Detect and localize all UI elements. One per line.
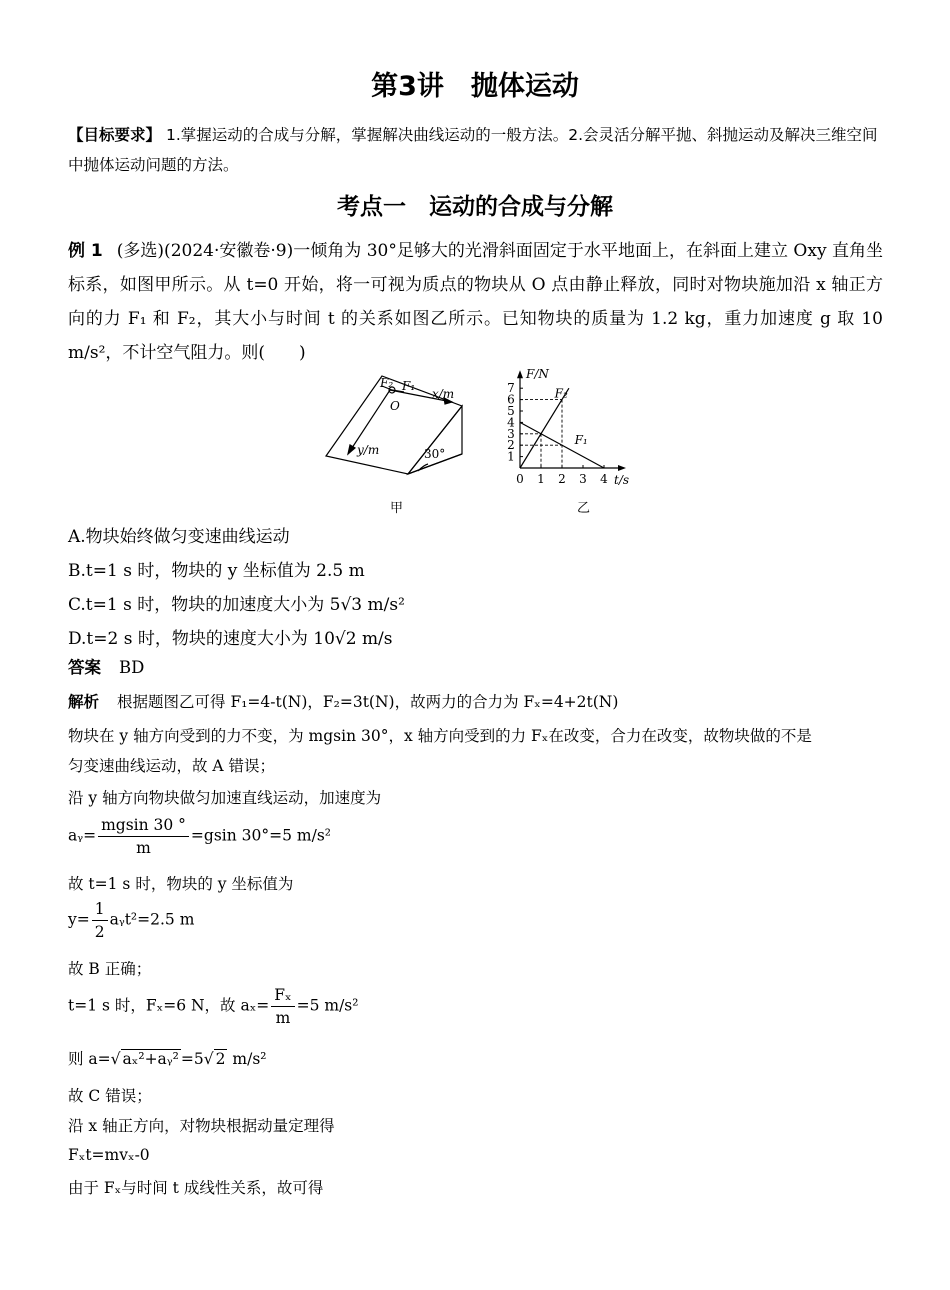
x-tick-label: 1 [537, 472, 545, 486]
label-angle: 30° [424, 447, 446, 461]
x-axis-arrow [618, 465, 626, 471]
section-title: 考点一 运动的合成与分解 [337, 194, 613, 220]
a-formula [68, 1047, 266, 1069]
y-tick-label: 1 [507, 449, 515, 464]
x-axis-label: t/s [614, 473, 630, 487]
a-mid: =5√ [180, 1050, 214, 1068]
solution-line-2: 物块在 y 轴方向受到的力不变，为 mgsin 30°，x 轴方向受到的力 Fₓ在改变，合力在改变，故物块做的不是 [68, 727, 812, 745]
solution-line-14: 由于 Fₓ与时间 t 成线性关系，故可得 [68, 1179, 324, 1197]
y-fraction [92, 898, 108, 943]
ay-fraction [98, 814, 189, 859]
answer-label: 答案 [68, 658, 101, 677]
option-b[interactable]: B.t=1 s 时，物块的 y 坐标值为 2.5 m [68, 561, 365, 581]
x-tick-label: 3 [579, 472, 587, 486]
goal-text: 1.掌握运动的合成与分解，掌握解决曲线运动的一般方法。2.会灵活分解平抛、斜抛运动及解决三维空间中抛体运动问题的方法。 [68, 126, 878, 174]
y-numerator: 1 [92, 898, 108, 921]
solution-label: 解析 [68, 693, 100, 711]
solution-line-11: 故 C 错误； [68, 1087, 152, 1105]
solution-line-6: 故 t=1 s 时，物块的 y 坐标值为 [68, 875, 294, 893]
goal-paragraph [68, 120, 888, 180]
a-radicand: aₓ²+aᵧ² [122, 1050, 179, 1068]
ax-lhs: t=1 s 时，Fₓ=6 N，故 aₓ= [68, 996, 270, 1015]
y-tick-label: 3 [507, 426, 515, 441]
page-title: 第3讲 抛体运动 [371, 71, 579, 102]
label-o: O [390, 399, 400, 413]
y-lhs: y= [68, 910, 90, 929]
label-x: x/m [432, 387, 455, 401]
solution-line-4: 沿 y 轴方向物块做匀加速直线运动，加速度为 [68, 789, 382, 807]
figure-yi [507, 368, 629, 487]
a-rhs: m/s² [227, 1050, 267, 1068]
y-tick-label: 6 [507, 392, 515, 407]
ay-numerator: mgsin 30 ° [98, 814, 189, 837]
series-label-f2: F₂ [554, 386, 568, 401]
y-rhs: aᵧt²=2.5 m [109, 910, 195, 929]
solution-line-1 [68, 690, 618, 712]
y-axis-label: F/N [526, 368, 549, 382]
a-lhs: 则 a=√ [68, 1050, 121, 1068]
ay-denominator: m [136, 839, 151, 857]
y-arrow [348, 445, 355, 454]
y-denominator: 2 [94, 923, 105, 941]
example-paragraph [68, 234, 883, 370]
label-f2: F₂ [380, 376, 394, 390]
x-tick-label: 4 [600, 472, 608, 486]
goal-label: 【目标要求】 [68, 126, 162, 144]
caption-yi: 乙 [577, 501, 591, 516]
example-text: (多选)(2024·安徽卷·9)一倾角为 30°足够大的光滑斜面固定于水平地面上，在斜面上建立 Oxy 直角坐标系，如图甲所示。从 t=0 开始，将一可视为质点的物块从 O 点由静止释放，同时对物块施加沿 x 轴正方向的力 F₁ 和 F₂，其大小与时间 t 的关系如图乙所示。已知物块的质量为 1.2 kg，重力加速度 g 取 10 m/s²，不计空气阻力。则( ) [68, 241, 883, 363]
y-formula [68, 898, 194, 943]
answer-value: BD [119, 658, 145, 677]
x-tick-label: 2 [558, 472, 566, 486]
ay-rhs: =gsin 30°=5 m/s² [190, 826, 331, 845]
series-label-f1: F₁ [574, 433, 588, 448]
solution-line-3: 匀变速曲线运动，故 A 错误； [68, 757, 276, 775]
y-tick-label: 4 [507, 415, 515, 430]
ax-numerator: Fₓ [271, 984, 294, 1007]
options [68, 520, 883, 656]
ax-denominator: m [275, 1009, 291, 1027]
caption-jia: 甲 [390, 501, 404, 516]
solution-text-1: 根据题图乙可得 F₁=4-t(N)，F₂=3t(N)，故两力的合力为 Fₓ=4+2t(N) [117, 693, 619, 711]
origin-label: 0 [516, 472, 524, 486]
figures [0, 368, 950, 520]
solution-line-12: 沿 x 轴正方向，对物块根据动量定理得 [68, 1117, 335, 1135]
ax-formula [68, 984, 358, 1029]
y-tick-label: 2 [507, 438, 515, 453]
y-axis-arrow [517, 370, 523, 378]
solution-line-8: 故 B 正确； [68, 960, 152, 978]
a-radicand-2: 2 [215, 1050, 226, 1068]
option-a[interactable]: A.物块始终做匀变速曲线运动 [68, 527, 290, 547]
label-y: y/m [357, 443, 380, 457]
y-tick-label: 7 [507, 381, 515, 396]
option-d[interactable]: D.t=2 s 时，物块的速度大小为 10√2 m/s [68, 629, 393, 649]
answer-line [68, 654, 144, 678]
ay-formula [68, 814, 331, 859]
option-c[interactable]: C.t=1 s 时，物块的加速度大小为 5√3 m/s² [68, 595, 405, 615]
ax-rhs: =5 m/s² [296, 996, 359, 1015]
ax-fraction [271, 984, 294, 1029]
solution-line-13: Fₓt=mvₓ-0 [68, 1146, 150, 1164]
y-tick-label: 5 [507, 404, 515, 418]
ay-lhs: aᵧ= [68, 826, 97, 845]
example-label: 例 1 [68, 241, 103, 261]
label-f1: F₁ [402, 379, 416, 393]
